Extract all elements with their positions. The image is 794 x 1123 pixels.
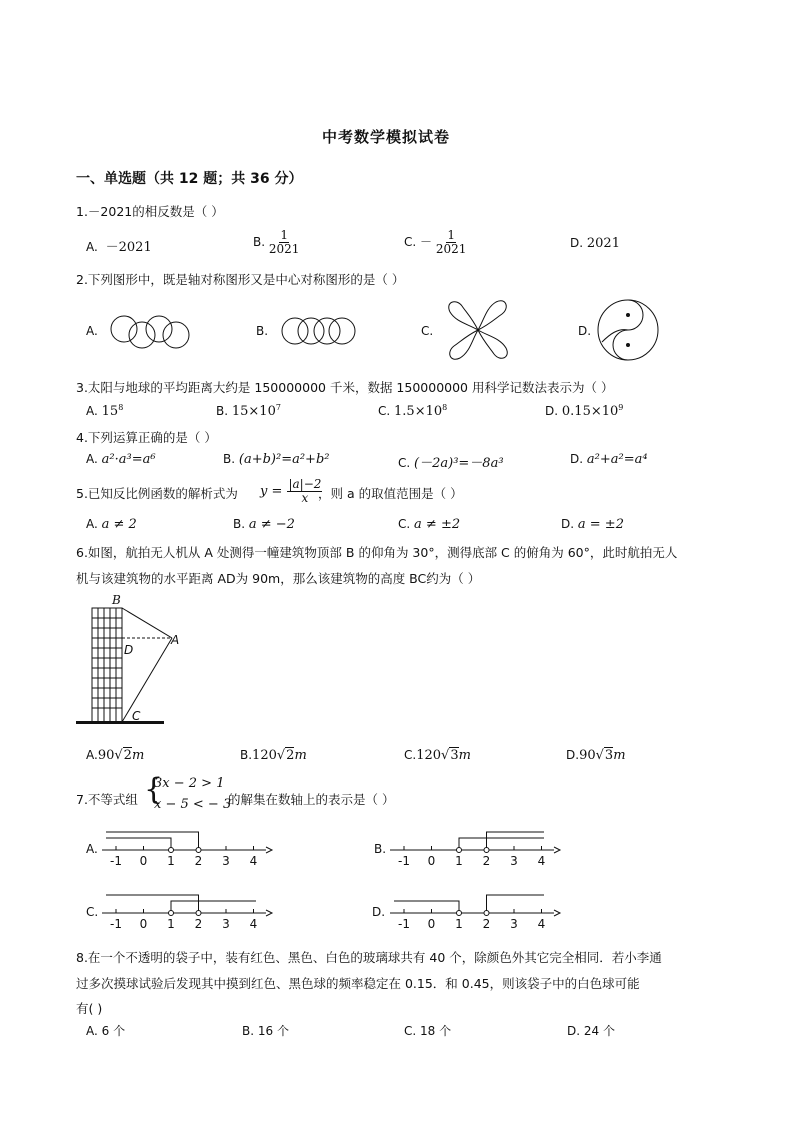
q6-c-unit: m xyxy=(458,748,471,763)
q5-option-c[interactable] xyxy=(398,517,460,532)
q6-a-unit: m xyxy=(131,748,145,763)
q5-c-label: C. xyxy=(398,517,411,531)
q6-c-rad: 3 xyxy=(450,748,459,763)
q1-b-label: B. xyxy=(253,235,266,249)
q1-d-value: 2021 xyxy=(586,236,620,251)
solution-ray xyxy=(171,901,256,913)
q4-d-expr: a²+a²=a⁴ xyxy=(586,452,648,467)
q6-label-a: A xyxy=(171,633,180,647)
q8-c-label: C. xyxy=(404,1024,417,1038)
open-point xyxy=(169,848,174,853)
tick-label: 3 xyxy=(510,854,518,868)
q1-stem: 1.－2021的相反数是（ ） xyxy=(76,204,224,219)
q7-numberline-b xyxy=(388,826,564,876)
tick-label: -1 xyxy=(398,917,410,931)
q6-option-b[interactable]: B.120√2m xyxy=(240,748,307,763)
q1-option-c[interactable] xyxy=(404,229,466,256)
q4-b-expr: (a+b)²=a²+b² xyxy=(238,452,330,467)
axis-arrow xyxy=(266,847,272,853)
q7-ineq2: x − 5 < − 3 xyxy=(154,797,232,812)
q6-a-label: A. xyxy=(86,748,98,762)
q8-c-value: 18 个 xyxy=(420,1024,452,1038)
q4-option-d[interactable] xyxy=(570,452,648,467)
q7-b-label[interactable]: B. xyxy=(374,842,387,856)
q6-building-grid xyxy=(92,608,122,722)
tick-label: 4 xyxy=(249,917,258,931)
section-heading: 一、单选题（共 12 题；共 36 分） xyxy=(76,171,303,187)
q4-option-b[interactable] xyxy=(223,452,329,467)
q6-c-coef: 120 xyxy=(416,748,442,763)
q8-option-b[interactable] xyxy=(242,1022,289,1039)
q2-d-label[interactable]: D. xyxy=(578,324,592,338)
q6-figure xyxy=(74,592,184,732)
tick-label: 2 xyxy=(482,917,491,931)
solution-ray xyxy=(459,838,544,850)
tick-label: 1 xyxy=(455,854,463,868)
tick-label: 4 xyxy=(537,854,546,868)
q1-d-label: D. xyxy=(570,236,584,250)
open-point xyxy=(484,848,489,853)
q1-option-d[interactable] xyxy=(570,236,620,251)
q3-b-exp: 7 xyxy=(275,403,281,412)
q7-numberline-d xyxy=(388,889,564,939)
q6-a-rad: 2 xyxy=(123,748,132,763)
tick-label: 2 xyxy=(194,854,203,868)
q8-d-value: 24 个 xyxy=(583,1024,615,1038)
q3-a-base: 15 xyxy=(101,404,119,419)
tick-label: 3 xyxy=(510,917,518,931)
tick-label: 3 xyxy=(222,917,230,931)
q4-option-c[interactable] xyxy=(398,452,504,471)
open-point xyxy=(457,848,462,853)
q8-b-value: 16 个 xyxy=(257,1024,289,1038)
q5-d-label: D. xyxy=(561,517,575,531)
q5-func-den: x xyxy=(301,491,309,505)
open-point xyxy=(457,911,462,916)
q6-option-c[interactable]: C.120√3m xyxy=(404,748,471,763)
q6-b-rad: 2 xyxy=(286,748,295,763)
q1-c-num: 1 xyxy=(447,228,455,242)
q6-d-rad: 3 xyxy=(604,748,614,763)
q3-option-c[interactable] xyxy=(378,403,447,419)
q6-b-coef: 120 xyxy=(252,748,277,763)
tick-label: 1 xyxy=(167,917,175,931)
tick-label: 0 xyxy=(139,917,148,931)
q8-option-a[interactable] xyxy=(86,1022,125,1039)
q4-b-label: B. xyxy=(223,452,236,466)
q6-a-coef: 90 xyxy=(97,748,115,763)
q7-ineq1: 3x − 2 > 1 xyxy=(154,776,225,791)
tick-label: 2 xyxy=(194,917,203,931)
q1-option-a[interactable] xyxy=(86,236,152,255)
q5-func-lhs: y = xyxy=(260,484,283,499)
tick-label: 3 xyxy=(222,854,230,868)
q6-stem-line2: 机与该建筑物的水平距离 AD为 90m，那么该建筑物的高度 BC约为（ ） xyxy=(76,571,481,586)
q6-label-b: B xyxy=(112,593,121,607)
solution-ray xyxy=(106,832,199,850)
q7-numberline-c xyxy=(100,889,276,939)
solution-ray xyxy=(106,895,199,913)
tick-label: 4 xyxy=(249,854,258,868)
q6-option-d[interactable]: D.90√3m xyxy=(566,748,626,763)
q5-option-a[interactable] xyxy=(86,517,137,532)
q8-stem-line2: 过多次摸球试验后发现其中摸到红色、黑色球的频率稳定在 0.15．和 0.45，则该袋子中的白色球可能 xyxy=(76,976,640,991)
solution-ray xyxy=(487,895,545,913)
q2-figure-a xyxy=(106,310,194,350)
q4-a-label: A. xyxy=(86,452,98,466)
q5-function xyxy=(260,478,322,505)
q5-b-label: B. xyxy=(233,517,246,531)
q4-c-expr: (－2a)³=－8a³ xyxy=(414,456,504,471)
q6-d-unit: m xyxy=(613,748,626,763)
q8-a-value: 6 个 xyxy=(101,1024,126,1038)
q5-a-label: A. xyxy=(86,517,98,531)
q8-stem-line1: 8.在一个不透明的袋子中，装有红色、黑色、白色的玻璃球共有 40 个，除颜色外其它完全相同．若小李通 xyxy=(76,950,662,965)
q6-option-a[interactable]: A.90√2m xyxy=(86,748,145,763)
axis-arrow xyxy=(554,910,560,916)
q8-b-label: B. xyxy=(242,1024,255,1038)
q3-c-base: 1.5×10 xyxy=(394,404,443,419)
q3-d-base: 0.15×10 xyxy=(561,404,619,419)
q6-d-label: D. xyxy=(566,748,580,762)
q6-d-coef: 90 xyxy=(579,748,596,763)
q4-stem: 4.下列运算正确的是（ ） xyxy=(76,430,217,445)
q7-numberline-a xyxy=(100,826,276,876)
q4-d-label: D. xyxy=(570,452,584,466)
q1-b-num: 1 xyxy=(280,228,288,242)
q4-c-label: C. xyxy=(398,456,411,470)
q7-c-label[interactable]: C. xyxy=(86,905,99,919)
q1-b-den: 2021 xyxy=(268,242,300,256)
q2-figure-d xyxy=(596,298,660,362)
q2-a-label[interactable]: A. xyxy=(86,324,98,338)
q7-stem-post: 的解集在数轴上的表示是（ ） xyxy=(228,792,395,807)
tick-label: 1 xyxy=(167,854,175,868)
tick-label: 0 xyxy=(427,854,436,868)
q3-c-label: C. xyxy=(378,404,391,418)
q2-figure-c xyxy=(440,294,516,364)
q8-option-c[interactable] xyxy=(404,1022,451,1039)
q6-c-label: C. xyxy=(404,748,417,762)
tick-label: -1 xyxy=(110,917,122,931)
q3-c-exp: 8 xyxy=(442,403,448,412)
q6-stem-line1: 6.如图，航拍无人机从 A 处测得一幢建筑物顶部 B 的仰角为 30°，测得底部 C 的俯角为 60°，此时航拍无人 xyxy=(76,545,678,560)
q5-option-d[interactable] xyxy=(561,517,624,532)
q3-a-label: A. xyxy=(86,404,98,418)
q6-b-label: B. xyxy=(240,748,253,762)
open-point xyxy=(196,848,201,853)
open-point xyxy=(484,911,489,916)
q8-a-label: A. xyxy=(86,1024,98,1038)
q5-c-expr: a ≠ ±2 xyxy=(414,517,461,532)
q3-option-b[interactable] xyxy=(216,403,281,419)
q6-label-d: D xyxy=(124,643,134,657)
tick-label: 0 xyxy=(427,917,436,931)
axis-arrow xyxy=(266,910,272,916)
q2-figure-b xyxy=(280,316,356,346)
tick-label: -1 xyxy=(398,854,410,868)
q5-stem-post: ，则 a 的取值范围是（ ） xyxy=(318,486,463,501)
q3-option-d[interactable] xyxy=(545,403,623,419)
q6-line-ab xyxy=(122,608,172,638)
q7-d-label[interactable]: D. xyxy=(372,905,386,919)
q3-d-label: D. xyxy=(545,404,559,418)
q5-a-expr: a ≠ 2 xyxy=(101,517,137,532)
q1-c-sign: － xyxy=(420,235,433,249)
solution-ray xyxy=(487,832,545,850)
q4-a-expr: a²·a³=a⁶ xyxy=(101,452,156,467)
page-title: 中考数学模拟试卷 xyxy=(322,128,451,146)
q6-label-c: C xyxy=(132,709,141,723)
q8-d-label: D. xyxy=(567,1024,581,1038)
q5-stem-pre: 5.已知反比例函数的解析式为 xyxy=(76,486,238,501)
q1-a-value: －2021 xyxy=(105,240,152,255)
q3-b-label: B. xyxy=(216,404,229,418)
q3-a-exp: 8 xyxy=(118,403,124,412)
q7-stem-pre: 7.不等式组 xyxy=(76,792,138,807)
q1-a-label: A. xyxy=(86,240,98,254)
tick-label: 2 xyxy=(482,854,491,868)
q5-func-num: |a|−2 xyxy=(288,477,322,491)
q6-ground xyxy=(76,721,164,724)
q3-stem: 3.太阳与地球的平均距离大约是 150000000 千米，数据 150000000 用科学记数法表示为（ ） xyxy=(76,380,614,395)
q7-a-label[interactable]: A. xyxy=(86,842,98,856)
q5-d-expr: a = ±2 xyxy=(577,517,624,532)
q3-d-exp: 9 xyxy=(618,403,624,412)
q3-b-base: 15×10 xyxy=(231,404,276,419)
q2-b-label[interactable]: B. xyxy=(256,324,269,338)
tick-label: -1 xyxy=(110,854,122,868)
q4-option-a[interactable] xyxy=(86,452,156,467)
q8-stem-line3: 有( ) xyxy=(76,1001,103,1016)
q8-option-d[interactable] xyxy=(567,1022,615,1039)
q5-b-expr: a ≠ −2 xyxy=(248,517,295,532)
q3-option-a[interactable] xyxy=(86,403,123,419)
q5-option-b[interactable] xyxy=(233,517,295,532)
q6-b-unit: m xyxy=(294,748,307,763)
tick-label: 1 xyxy=(455,917,463,931)
open-point xyxy=(196,911,201,916)
q2-c-label[interactable]: C. xyxy=(421,324,434,338)
axis-arrow xyxy=(554,847,560,853)
q1-c-label: C. xyxy=(404,235,417,249)
q1-option-b[interactable] xyxy=(253,229,299,256)
tick-label: 4 xyxy=(537,917,546,931)
q1-c-den: 2021 xyxy=(435,242,467,256)
tick-label: 0 xyxy=(139,854,148,868)
q2-stem: 2.下列图形中，既是轴对称图形又是中心对称图形的是（ ） xyxy=(76,272,405,287)
open-point xyxy=(169,911,174,916)
